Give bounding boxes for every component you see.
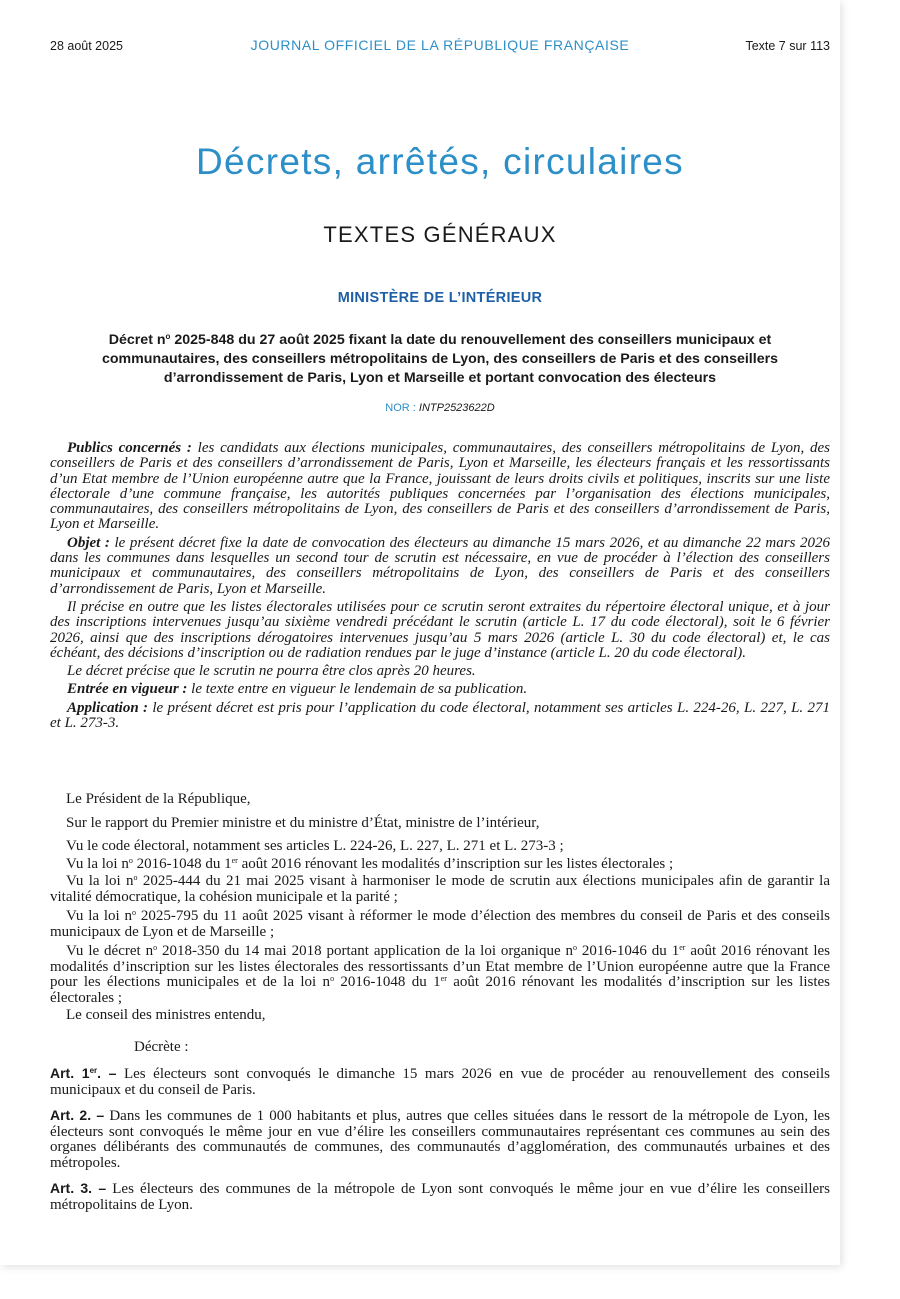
notice-clos: Le décret précise que le scrutin ne pourra être clos après 20 heures.: [67, 663, 476, 680]
objet-label: Objet :: [67, 534, 110, 551]
decree-title-sup: o: [165, 332, 171, 341]
vu-5b: 2018-350 du 14 mai 2018 portant application de la loi organique n: [157, 943, 574, 959]
conseil-line: Le conseil des ministres entendu,: [66, 1007, 266, 1023]
sup-er: er: [231, 855, 238, 865]
article-2-text: Dans les communes de 1 000 habitants et plus, autres que celles situées dans le ressort de la métropole de Lyon, les électeurs sont convoqués le même jour en vue d’élire les conseillers communautaires représentant ces communes au sein des organes délibérants des communautés de communes, des communautés d’agglomération, des communautés urbaines et des métropoles.: [50, 1108, 830, 1171]
explanatory-notice: [50, 441, 830, 734]
sup-o: o: [573, 943, 578, 952]
decree-body: [50, 792, 830, 1223]
vu-2c: août 2016 rénovant les modalités d’inscription sur les listes électorales ;: [237, 855, 674, 872]
vu-loi-2016-1048: [50, 857, 830, 873]
decrete-line: Décrète :: [134, 1038, 189, 1055]
article-3-number: Art. 3. –: [50, 1180, 107, 1196]
vu-2b: 2016-1048 du 1: [132, 855, 232, 872]
nor-reference: [50, 402, 830, 414]
header-journal-title: JOURNAL OFFICIEL DE LA RÉPUBLIQUE FRANÇAISE: [250, 37, 630, 53]
art1-dash: . –: [97, 1065, 117, 1081]
sup-o: o: [132, 908, 137, 917]
article-2-number: Art. 2. –: [50, 1107, 105, 1123]
vu-5f: août 2016 rénovant les modalités d’inscription sur les listes électorales ;: [50, 974, 830, 1006]
article-3-text: Les électeurs des communes de la métropole de Lyon sont convoqués le même jour en vue d’élire les conseillers métropolitains de Lyon.: [50, 1181, 830, 1213]
vu-loi-2025-444: [50, 874, 830, 905]
vu-3a: Vu la loi n: [66, 873, 134, 889]
sup-o: o: [133, 873, 138, 882]
sup-o: o: [330, 974, 335, 983]
article-2: [50, 1108, 830, 1171]
notice-objet: [50, 536, 830, 597]
vu-loi-2025-795: [50, 909, 830, 940]
president-line: Le Président de la République,: [66, 791, 251, 807]
article-1-number: [50, 1065, 116, 1081]
vu-4b: 2025-795 du 11 août 2025 visant à réformer le mode d’élection des membres du conseil de Paris et des conseils municipaux de Lyon et de Marseille ;: [50, 908, 830, 940]
header-text-number: Texte 7 sur 113: [745, 39, 830, 53]
vu-5c: 2016-1046 du 1: [577, 943, 680, 959]
sup-er: er: [440, 974, 447, 983]
rapport-line: Sur le rapport du Premier ministre et du ministre d’État, ministre de l’intérieur,: [66, 814, 540, 831]
decree-title: [50, 331, 830, 388]
vu-code-electoral: Vu le code électoral, notamment ses articles L. 224-26, L. 227, L. 271 et L. 273-3 ;: [66, 838, 564, 854]
vu-decret-2018-350: [50, 944, 830, 1006]
vu-2a: Vu la loi n: [66, 855, 129, 872]
nor-code: INTP2523622D: [418, 402, 495, 414]
objet-text: le présent décret fixe la date de convocation des électeurs au dimanche 15 mars 2026, et au dimanche 22 mars 2026 dans les communes dans lesquelles un second tour de scrutin est nécessaire, en vue de procéder à l’élection des conseillers municipaux et communautaires, des conseillers métropolitains de Lyon, des conseillers de Paris et des conseillers d’arrondissement de Paris, Lyon et Marseille.: [50, 534, 830, 597]
article-3: [50, 1181, 830, 1213]
nor-label: NOR :: [385, 402, 419, 414]
notice-precise: Il précise en outre que les listes électorales utilisées pour ce scrutin seront extraites du répertoire électoral unique, et à jour des inscriptions intervenues jusqu’au sixième vendredi précédant le scrutin (article L. 17 du code électoral), soit le 6 février 2026, ainsi que des inscriptions dérogatoires intervenues jusqu’au 5 mars 2026 (article L. 30 du code électoral) et, le cas échéant, des décisions d’inscription ou de radiation rendues par le juge d’instance (article L. 20 du code électoral).: [50, 598, 830, 661]
publics-text: les candidats aux élections municipales, communautaires, des conseillers métropolitains de Lyon, des conseillers de Paris et des conseillers d’arrondissement de Paris, Lyon et Marseille, les électeurs français et les ressortissants d’un Etat membre de l’Union européenne autre que la France, jouissant de leurs droits civils et politiques, inscrits sur une liste électorale d’une commune française, les autorités publiques concernées par l’organisation des élections municipales, communautaires, des conseillers métropolitains de Lyon, des conseillers de Paris et des conseillers d’arrondissement de Paris, Lyon et Marseille.: [50, 440, 830, 533]
article-1: [50, 1066, 830, 1098]
section-title: Décrets, arrêtés, circulaires: [196, 141, 684, 182]
article-1-text: Les électeurs sont convoqués le dimanche 15 mars 2026 en vue de procéder au renouvellement des conseils municipaux et du conseil de Paris.: [50, 1066, 830, 1098]
vu-4a: Vu la loi n: [66, 908, 133, 924]
entree-label: Entrée en vigueur :: [67, 681, 188, 698]
decree-title-rest: 2025-848 du 27 août 2025 fixant la date du renouvellement des conseillers municipaux et communautaires, des conseillers métropolitains de Lyon, des conseillers de Paris et des conseillers d’arrondissement de Paris, Lyon et Marseille et portant convocation des électeurs: [102, 332, 778, 386]
decree-title-start: Décret n: [108, 332, 166, 348]
application-label: Application :: [67, 699, 149, 716]
subsection-title: TEXTES GÉNÉRAUX: [323, 222, 557, 247]
publics-label: Publics concernés :: [67, 440, 192, 456]
notice-application: [50, 701, 830, 732]
sup-o: o: [128, 855, 133, 865]
entree-text: le texte entre en vigueur le lendemain de sa publication.: [187, 681, 528, 698]
vu-5e: 2016-1048 du 1: [334, 974, 441, 990]
sup-o: o: [153, 943, 158, 952]
ministry-heading: MINISTÈRE DE L’INTÉRIEUR: [337, 290, 543, 306]
sup-er: er: [679, 943, 686, 952]
application-text: le présent décret est pris pour l’application du code électoral, notamment ses articles L. 224-26, L. 227, L. 271 et L. 273-3.: [50, 699, 831, 732]
header-date: 28 août 2025: [50, 39, 123, 53]
vu-3b: 2025-444 du 21 mai 2025 visant à harmoniser le mode de scrutin aux élections municipales afin de garantir la vitalité démocratique, la cohésion municipale et la parité ;: [50, 873, 831, 905]
notice-publics: [50, 441, 830, 533]
vu-5d: août 2016 rénovant les modalités d’inscription sur les listes électorales des ressortissants d’un Etat membre de l’Union européenne autre que la France pour les élections municipales et de la loi n: [50, 943, 830, 990]
vu-5a: Vu le décret n: [66, 943, 154, 959]
notice-entree: [50, 682, 830, 697]
art1-sup: er: [89, 1066, 98, 1075]
art1-label: Art. 1: [50, 1065, 90, 1081]
